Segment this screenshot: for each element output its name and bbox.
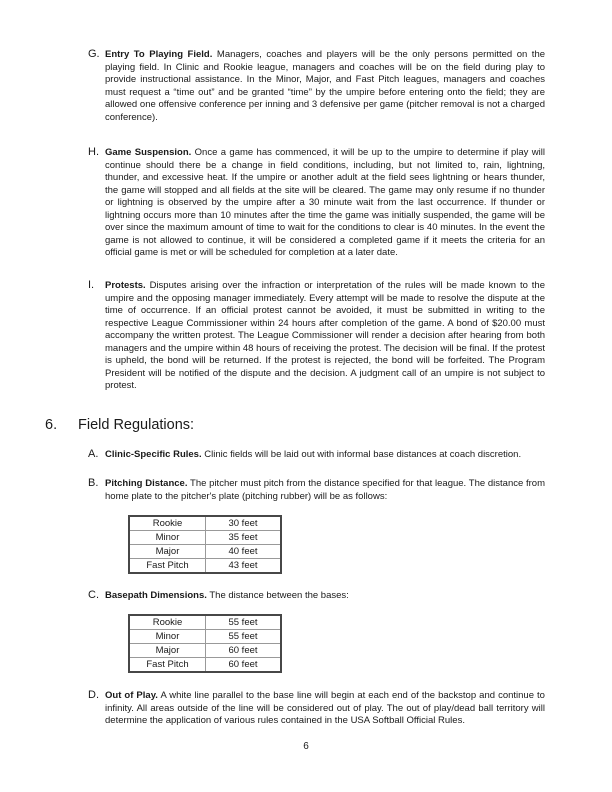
table-cell: 35 feet bbox=[206, 531, 282, 545]
subsection-letter: A. bbox=[88, 448, 99, 460]
subsection-body: A white line parallel to the base line will begin at each end of the backstop and continue to infinity. All areas outside of the line will be considered out of play. The out of play/dead ball territory will determine the application of various rules contained in the USA Softball Official Rules. bbox=[105, 690, 545, 726]
table-cell: Minor bbox=[129, 630, 206, 644]
table-row bbox=[129, 545, 281, 559]
subsection-paragraph bbox=[105, 449, 545, 462]
section-title: Game Suspension. bbox=[105, 147, 192, 158]
table-cell: 60 feet bbox=[206, 644, 282, 658]
heading-title: Field Regulations: bbox=[78, 417, 195, 433]
subsection-pitching-distance bbox=[88, 478, 545, 503]
section-title: Protests. bbox=[105, 280, 146, 291]
section-title: Entry To Playing Field. bbox=[105, 49, 213, 60]
table-cell: Fast Pitch bbox=[129, 658, 206, 673]
subsection-title: Pitching Distance. bbox=[105, 478, 188, 489]
pitching-distance-table bbox=[128, 515, 282, 574]
heading-field-regulations bbox=[45, 416, 194, 434]
subsection-paragraph bbox=[105, 590, 545, 603]
table-cell: Major bbox=[129, 545, 206, 559]
section-game-suspension bbox=[88, 147, 545, 260]
table-row bbox=[129, 516, 281, 531]
subsection-body: The distance between the bases: bbox=[209, 590, 349, 601]
table-cell: 40 feet bbox=[206, 545, 282, 559]
subsection-clinic-specific-rules bbox=[88, 449, 545, 462]
section-protests bbox=[88, 280, 545, 393]
subsection-title: Out of Play. bbox=[105, 690, 158, 701]
section-paragraph bbox=[105, 280, 545, 393]
table-cell: Minor bbox=[129, 531, 206, 545]
section-paragraph bbox=[105, 147, 545, 260]
subsection-title: Basepath Dimensions. bbox=[105, 590, 207, 601]
section-entry-to-playing-field bbox=[88, 49, 545, 124]
section-paragraph bbox=[105, 49, 545, 124]
subsection-letter: D. bbox=[88, 689, 99, 701]
table-cell: 43 feet bbox=[206, 559, 282, 574]
table-cell: Rookie bbox=[129, 615, 206, 630]
table-row bbox=[129, 658, 281, 673]
section-letter: G. bbox=[88, 48, 100, 60]
section-body: Managers, coaches and players will be the only persons permitted on the playing field. In Clinic and Rookie league, managers and coaches will be on the field during play to provide instructional assistance. In the Minor, Major, and Fast Pitch leagues, managers and coaches must request a “time out” and be granted “time” by the umpire before entering onto the field; they are allowed one offensive conference per inning and 3 defensive per game (pitcher removal is not a charged conference). bbox=[105, 49, 546, 123]
table-cell: Fast Pitch bbox=[129, 559, 206, 574]
subsection-paragraph bbox=[105, 690, 545, 728]
basepath-dimensions-table bbox=[128, 614, 282, 673]
section-letter: H. bbox=[88, 146, 99, 158]
table-row bbox=[129, 644, 281, 658]
subsection-letter: B. bbox=[88, 477, 99, 489]
subsection-title: Clinic-Specific Rules. bbox=[105, 449, 202, 460]
table-cell: 55 feet bbox=[206, 630, 282, 644]
table-cell: 30 feet bbox=[206, 516, 282, 531]
subsection-body: The pitcher must pitch from the distance specified for that league. The distance from home plate to the pitcher's plate (pitching rubber) will be as follows: bbox=[105, 478, 546, 502]
table-cell: Major bbox=[129, 644, 206, 658]
table-cell: 55 feet bbox=[206, 615, 282, 630]
subsection-letter: C. bbox=[88, 589, 99, 601]
page-number: 6 bbox=[303, 741, 309, 752]
section-body: Once a game has commenced, it will be up to the umpire to determine if play will continue should there be a change in field conditions, including, but not limited to, rain, lightning, thunder, and excessive heat. If the umpire or another adult at the field sees lightning or hears thunder, the game will stopped and all fields at the site will be cleared. The game may only resume if no thunder or lightning is observed by the umpire after a 30 minute wait from the last occurrence. If thunder or lightning occurs more than 10 minutes after the time the game was initially suspended, the game will be over since the maximum amount of time to wait for the conditions to clear is 40 minutes. In the event the game is not allowed to continue, it will be considered a completed game if it meets the criteria for an official game is met or will be scheduled for completion at a later date. bbox=[105, 147, 545, 258]
table-cell: Rookie bbox=[129, 516, 206, 531]
subsection-out-of-play bbox=[88, 690, 545, 728]
table-row bbox=[129, 531, 281, 545]
table-row bbox=[129, 630, 281, 644]
section-body: Disputes arising over the infraction or interpretation of the rules will be made known to the umpire and the opposing manager immediately. Every attempt will be made to resolve the dispute at the time of occurrence. If an official protest cannot be avoided, it must be submitted in writing to the respective League Commissioner within 24 hours after completion of the game. A bond of $20.00 must accompany the written protest. The League Commissioner will render a decision after hearing from both managers and the umpire within 48 hours of receiving the protest. The decision will be final. If the protest is upheld, the bond will be returned. If the protest is rejected, the bond will be forfeited. The Program President will be notified of the dispute and the decision. A judgment call of an umpire is not subject to protest. bbox=[105, 280, 545, 391]
subsection-body: Clinic fields will be laid out with informal base distances at coach discretion. bbox=[204, 449, 522, 460]
table-row bbox=[129, 615, 281, 630]
subsection-paragraph bbox=[105, 478, 545, 503]
subsection-basepath-dimensions bbox=[88, 590, 545, 603]
heading-number: 6. bbox=[45, 417, 58, 433]
section-letter: I. bbox=[88, 279, 95, 291]
table-cell: 60 feet bbox=[206, 658, 282, 673]
table-row bbox=[129, 559, 281, 574]
